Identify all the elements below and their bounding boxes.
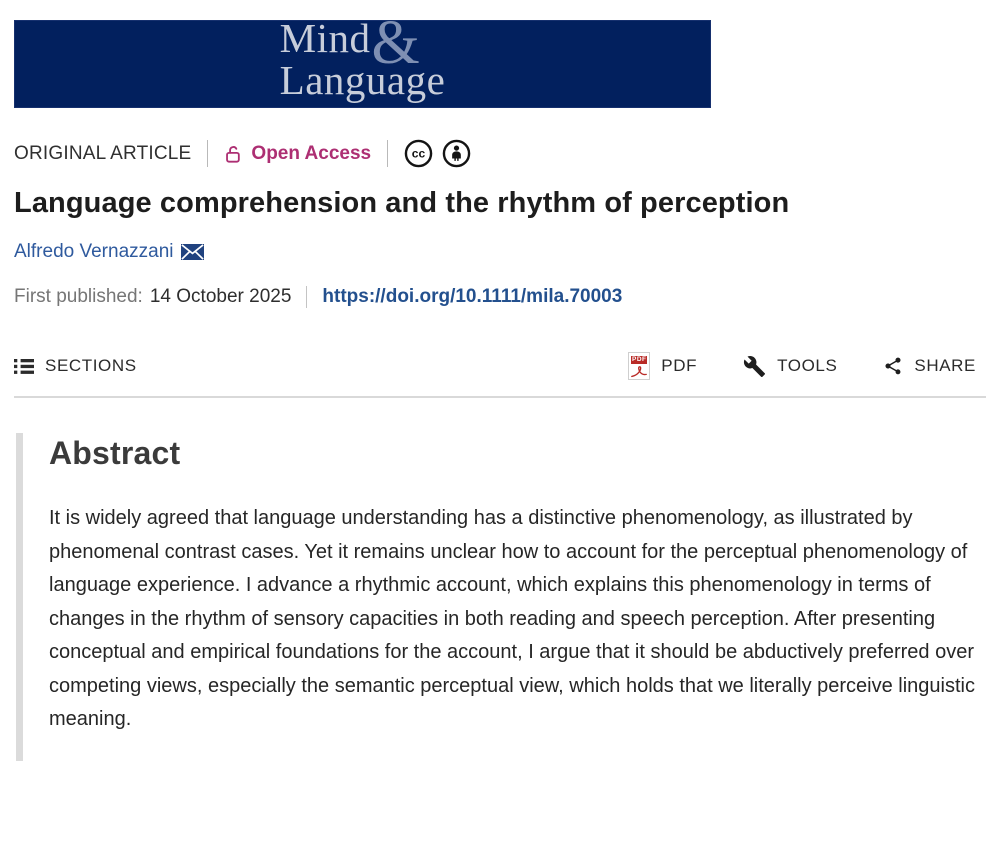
open-lock-icon bbox=[224, 144, 243, 164]
tools-button[interactable] bbox=[743, 355, 837, 378]
svg-text:cc: cc bbox=[411, 146, 426, 161]
tools-label: TOOLS bbox=[777, 356, 838, 375]
pdf-icon-label: PDF bbox=[632, 356, 647, 363]
first-published-label: First published: bbox=[14, 286, 143, 307]
open-access-label: Open Access bbox=[251, 142, 372, 164]
mail-icon[interactable] bbox=[181, 244, 204, 260]
sections-label: SECTIONS bbox=[45, 356, 137, 375]
publication-row bbox=[14, 286, 986, 308]
abstract-heading: Abstract bbox=[49, 435, 181, 471]
first-published-date: 14 October 2025 bbox=[149, 286, 292, 307]
journal-logo-word2: Language bbox=[279, 57, 446, 103]
publication-divider bbox=[306, 286, 307, 308]
tools-icon bbox=[743, 355, 766, 378]
toolbar-divider bbox=[14, 396, 986, 398]
article-page bbox=[0, 9, 1000, 761]
meta-divider bbox=[387, 140, 388, 167]
share-label: SHARE bbox=[914, 356, 976, 375]
article-toolbar bbox=[14, 352, 986, 380]
toolbar-actions bbox=[628, 352, 976, 380]
meta-divider bbox=[207, 140, 208, 167]
sections-icon bbox=[14, 358, 34, 375]
cc-icon[interactable] bbox=[404, 139, 433, 168]
share-icon bbox=[883, 355, 903, 377]
share-button[interactable] bbox=[883, 355, 976, 377]
article-title: Language comprehension and the rhythm of perception bbox=[14, 187, 790, 219]
pdf-button[interactable] bbox=[628, 352, 697, 380]
sections-button[interactable] bbox=[14, 356, 137, 376]
abstract-section bbox=[16, 433, 986, 761]
author-link[interactable]: Alfredo Vernazzani bbox=[14, 241, 174, 262]
author-row bbox=[14, 241, 986, 263]
journal-logo-word1: Mind bbox=[279, 15, 371, 61]
abstract-text: It is widely agreed that language understanding has a distinctive phenomenology, as illustrated by phenomenal contrast cases. Yet it remains unclear how to account for the perceptual phenomenology of language experience. I advance a rhythmic account, which explains this phenomenology in terms of changes in the rhythm of sensory capacities in both reading and speech perception. After presenting conceptual and empirical foundations for the account, I argue that it should be abductively preferred over competing views, especially the semantic perceptual view, which holds that we literally perceive linguistic meaning. bbox=[49, 507, 975, 730]
doi-link[interactable]: https://doi.org/10.1111/mila.70003 bbox=[322, 286, 623, 307]
article-meta-row bbox=[14, 139, 986, 168]
journal-logo bbox=[279, 9, 446, 108]
cc-by-icon[interactable] bbox=[442, 139, 471, 168]
license-icons bbox=[404, 139, 471, 168]
article-type-label: ORIGINAL ARTICLE bbox=[14, 142, 192, 164]
pdf-label: PDF bbox=[661, 356, 698, 375]
journal-logo-ampersand: & bbox=[371, 9, 420, 77]
journal-banner[interactable] bbox=[14, 9, 711, 108]
pdf-icon bbox=[628, 352, 650, 380]
open-access-link[interactable] bbox=[224, 143, 371, 165]
